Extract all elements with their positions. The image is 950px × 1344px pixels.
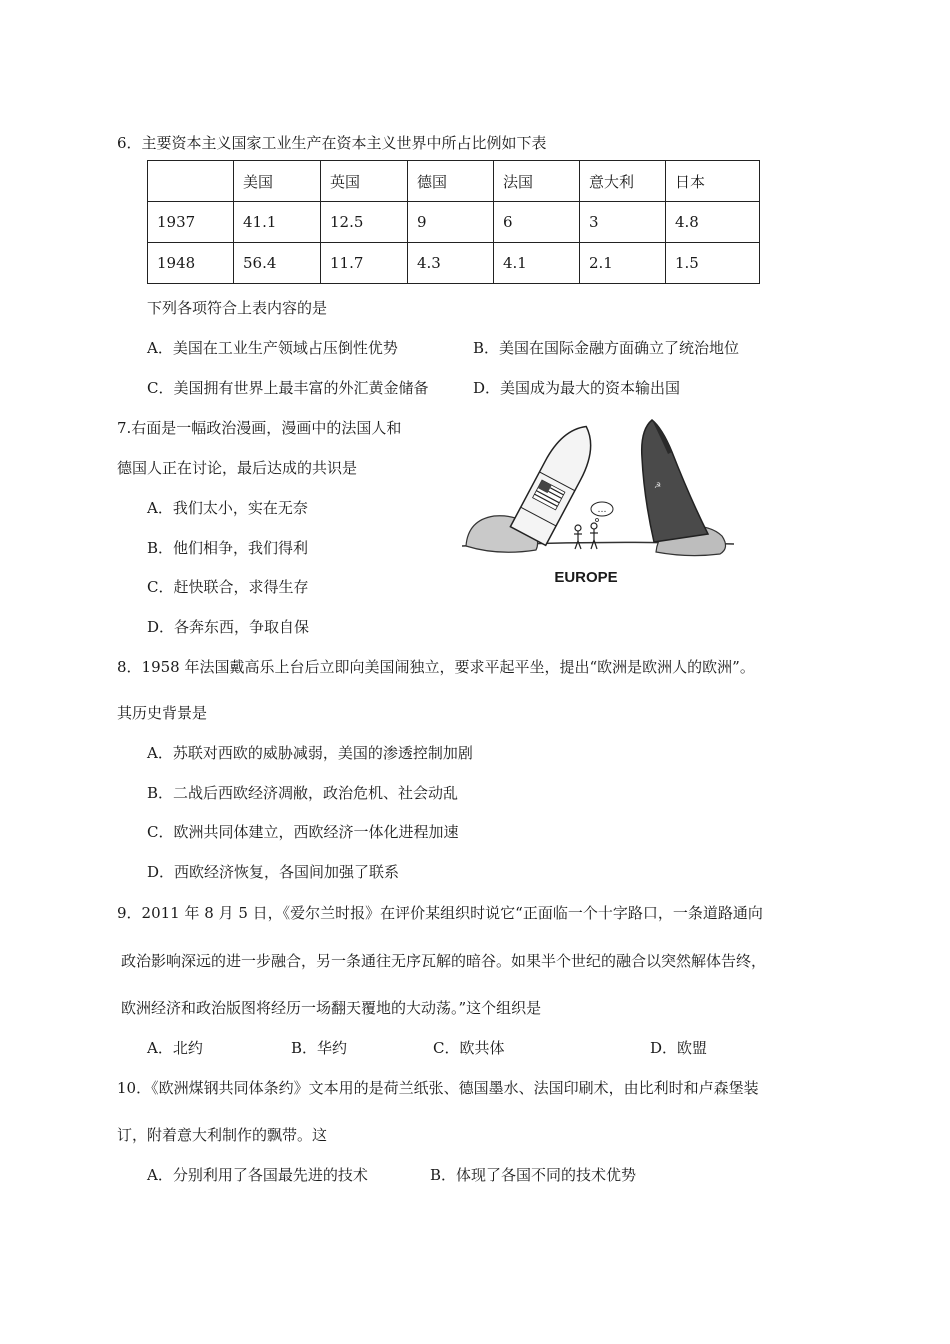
q10-stem-line1: 10．《欧洲煤钢共同体条约》文本用的是荷兰纸张、德国墨水、法国印刷术，由比利时和卢森堡装 bbox=[117, 1079, 759, 1097]
table-cell: 6 bbox=[494, 202, 580, 243]
speech-text: … bbox=[597, 505, 607, 515]
table-cell: 4.8 bbox=[666, 202, 760, 243]
table-cell: 1937 bbox=[148, 202, 234, 243]
table-header-row bbox=[148, 161, 760, 202]
table-cell: 56.4 bbox=[234, 243, 321, 284]
table-cell bbox=[148, 161, 234, 202]
q7-stem-line1: 7.右面是一幅政治漫画，漫画中的法国人和 bbox=[117, 419, 402, 437]
german-figure bbox=[590, 523, 598, 549]
table-cell: 9 bbox=[408, 202, 494, 243]
table-row bbox=[148, 243, 760, 284]
table-cell: 12.5 bbox=[321, 202, 408, 243]
soviet-missile bbox=[642, 420, 708, 542]
q6-table bbox=[147, 160, 760, 284]
q10-option-b: B．体现了各国不同的技术优势 bbox=[430, 1166, 637, 1184]
q9-stem-line3: 欧洲经济和政治版图将经历一场翻天覆地的大动荡。”这个组织是 bbox=[121, 999, 542, 1017]
q9-option-c: C．欧共体 bbox=[433, 1039, 505, 1057]
q9-option-d: D．欧盟 bbox=[650, 1039, 708, 1057]
q8-stem-line1: 8．1958 年法国戴高乐上台后立即向美国闹独立，要求平起平坐，提出“欧洲是欧洲人的欧洲”。 bbox=[117, 658, 755, 676]
table-cell: 法国 bbox=[494, 161, 580, 202]
q7-option-a: A．我们太小，实在无奈 bbox=[147, 499, 308, 517]
q7-option-c: C．赶快联合，求得生存 bbox=[147, 578, 309, 596]
q9-stem-line1: 9．2011 年 8 月 5 日，《爱尔兰时报》在评价某组织时说它“正面临一个十字路口，一条道路通向 bbox=[117, 904, 763, 922]
table-row bbox=[148, 202, 760, 243]
table-cell: 美国 bbox=[234, 161, 321, 202]
table-cell: 1948 bbox=[148, 243, 234, 284]
table-cell: 日本 bbox=[666, 161, 760, 202]
q7-option-b: B．他们相争，我们得利 bbox=[147, 539, 309, 557]
q8-option-a: A．苏联对西欧的威胁减弱，美国的渗透控制加剧 bbox=[147, 744, 473, 762]
q8-stem-line2: 其历史背景是 bbox=[117, 704, 208, 722]
q9-stem-line2: 政治影响深远的进一步融合，另一条通往无序瓦解的暗谷。如果半个世纪的融合以突然解体告终， bbox=[121, 952, 767, 970]
q7-option-d: D．各奔东西，争取自保 bbox=[147, 618, 310, 636]
svg-text:☭: ☭ bbox=[654, 481, 662, 490]
q6-option-d: D．美国成为最大的资本输出国 bbox=[473, 379, 681, 397]
political-cartoon bbox=[458, 418, 738, 590]
q8-option-d: D．西欧经济恢复，各国间加强了联系 bbox=[147, 863, 400, 881]
q8-option-c: C．欧洲共同体建立，西欧经济一体化进程加速 bbox=[147, 823, 459, 841]
q10-option-a: A．分别利用了各国最先进的技术 bbox=[147, 1166, 368, 1184]
q7-stem-line2: 德国人正在讨论，最后达成的共识是 bbox=[117, 459, 358, 477]
q6-option-c: C．美国拥有世界上最丰富的外汇黄金储备 bbox=[147, 379, 429, 397]
us-missile bbox=[510, 418, 604, 545]
table-cell: 41.1 bbox=[234, 202, 321, 243]
table-cell: 英国 bbox=[321, 161, 408, 202]
q10-stem-line2: 订，附着意大利制作的飘带。这 bbox=[117, 1126, 328, 1144]
table-cell: 2.1 bbox=[580, 243, 666, 284]
q9-option-a: A．北约 bbox=[147, 1039, 203, 1057]
table-cell: 11.7 bbox=[321, 243, 408, 284]
table-cell: 4.1 bbox=[494, 243, 580, 284]
q6-prompt: 下列各项符合上表内容的是 bbox=[147, 299, 328, 317]
q6-option-b: B．美国在国际金融方面确立了统治地位 bbox=[473, 339, 740, 357]
q6-stem: 6．主要资本主义国家工业生产在资本主义世界中所占比例如下表 bbox=[117, 134, 547, 152]
q8-option-b: B．二战后西欧经济凋敝，政治危机、社会动乱 bbox=[147, 784, 459, 802]
q6-option-a: A．美国在工业生产领域占压倒性优势 bbox=[147, 339, 398, 357]
q9-option-b: B．华约 bbox=[291, 1039, 348, 1057]
table-cell: 3 bbox=[580, 202, 666, 243]
cartoon-label: EUROPE bbox=[554, 569, 618, 586]
table-cell: 意大利 bbox=[580, 161, 666, 202]
french-figure bbox=[574, 525, 582, 549]
table-cell: 1.5 bbox=[666, 243, 760, 284]
table-cell: 4.3 bbox=[408, 243, 494, 284]
table-cell: 德国 bbox=[408, 161, 494, 202]
